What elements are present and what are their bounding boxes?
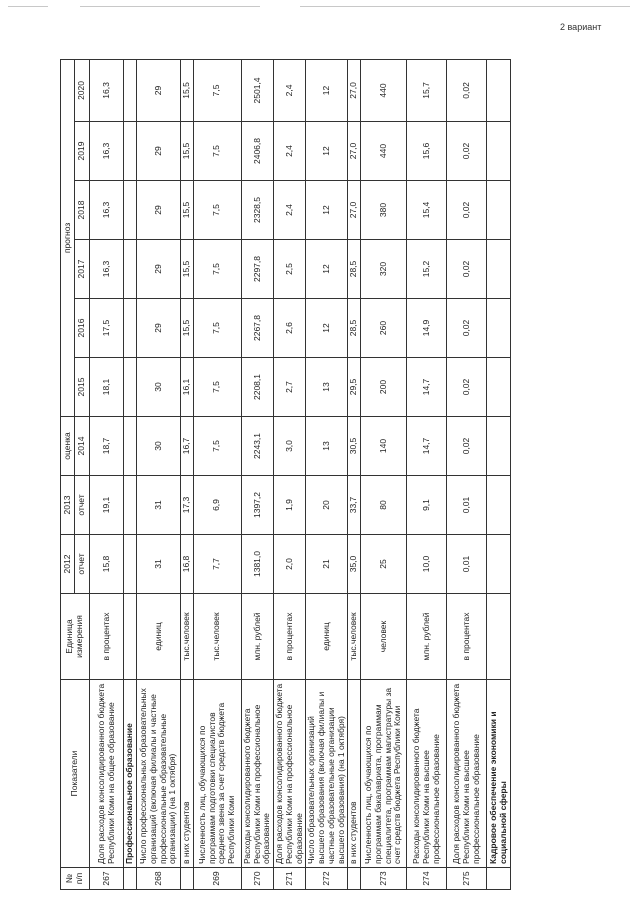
value-cell: 31: [137, 476, 181, 535]
empty-cell: [124, 181, 137, 240]
value-cell: 30,5: [348, 417, 361, 476]
indicator-cell: Доля расходов консолидированного бюджета Республики Коми на высшее профессиональное образование: [447, 680, 487, 868]
header-2013: 2013: [61, 476, 75, 535]
unit-cell: млн. рублей: [407, 594, 447, 680]
unit-cell: в процентах: [274, 594, 306, 680]
value-cell: 200: [361, 358, 407, 417]
empty-cell: [124, 476, 137, 535]
value-cell: 0,02: [447, 299, 487, 358]
indicator-cell: в них студентов: [348, 680, 361, 868]
value-cell: 10,0: [407, 535, 447, 594]
header-indicator: Показатели: [61, 680, 90, 868]
value-cell: 7,5: [193, 299, 241, 358]
value-cell: 12: [306, 181, 348, 240]
indicator-cell: в них студентов: [181, 680, 194, 868]
value-cell: 7,5: [193, 122, 241, 181]
table-row: [137, 59, 181, 889]
indicator-cell: Число профессиональных образовательных организаций (включая филиалы и частные профессиональные образовательные организации) (на 1 октября): [137, 680, 181, 868]
header-year-2016: 2016: [75, 299, 90, 358]
table-row: [487, 59, 511, 889]
value-cell: 29: [137, 240, 181, 299]
row-no-cell: [348, 868, 361, 890]
indicator-cell: Численность лиц, обучающихся по программам подготовки специалистов среднего звена за счет средств бюджета Республики Коми: [193, 680, 241, 868]
value-cell: 440: [361, 122, 407, 181]
row-no-cell: [181, 868, 194, 890]
table-row: [447, 59, 487, 889]
section-title: Профессиональное образование: [124, 680, 137, 868]
value-cell: 0,02: [447, 122, 487, 181]
value-cell: 0,02: [447, 59, 487, 121]
scan-edge-line: [80, 6, 260, 7]
value-cell: 9,1: [407, 476, 447, 535]
value-cell: 15,5: [181, 59, 194, 121]
value-cell: 0,01: [447, 476, 487, 535]
value-cell: 1,9: [274, 476, 306, 535]
empty-cell: [124, 122, 137, 181]
value-cell: 29: [137, 59, 181, 121]
value-cell: 140: [361, 417, 407, 476]
value-cell: 20: [306, 476, 348, 535]
variant-label: 2 вариант: [560, 22, 602, 32]
empty-cell: [124, 240, 137, 299]
row-no-cell: 272: [306, 868, 348, 890]
unit-cell: человек: [361, 594, 407, 680]
value-cell: 2406,8: [241, 122, 273, 181]
table-row: [181, 59, 194, 889]
value-cell: 15,5: [181, 122, 194, 181]
header-year-2020: 2020: [75, 59, 90, 121]
value-cell: 260: [361, 299, 407, 358]
value-cell: 7,5: [193, 358, 241, 417]
value-cell: 31: [137, 535, 181, 594]
value-cell: 16,1: [181, 358, 194, 417]
indicators-table: [60, 59, 511, 890]
value-cell: 12: [306, 59, 348, 121]
row-no-cell: 273: [361, 868, 407, 890]
row-no-cell: [487, 868, 511, 890]
value-cell: 16,3: [90, 122, 124, 181]
value-cell: 29: [137, 181, 181, 240]
value-cell: 2,6: [274, 299, 306, 358]
value-cell: 14,7: [407, 358, 447, 417]
value-cell: 7,5: [193, 181, 241, 240]
value-cell: 16,3: [90, 181, 124, 240]
value-cell: 33,7: [348, 476, 361, 535]
value-cell: 30: [137, 358, 181, 417]
value-cell: 15,8: [90, 535, 124, 594]
value-cell: 1397,2: [241, 476, 273, 535]
value-cell: 2,5: [274, 240, 306, 299]
value-cell: 13: [306, 417, 348, 476]
value-cell: 15,7: [407, 59, 447, 121]
value-cell: 3,0: [274, 417, 306, 476]
value-cell: 6,9: [193, 476, 241, 535]
value-cell: 2328,5: [241, 181, 273, 240]
value-cell: 2,0: [274, 535, 306, 594]
unit-cell: в процентах: [90, 594, 124, 680]
value-cell: 2,7: [274, 358, 306, 417]
indicator-cell: Расходы консолидированного бюджета Республики Коми на высшее профессиональное образование: [407, 680, 447, 868]
value-cell: 15,5: [181, 299, 194, 358]
empty-cell: [124, 535, 137, 594]
value-cell: 440: [361, 59, 407, 121]
indicator-cell: Доля расходов консолидированного бюджета Республики Коми на профессиональное образование: [274, 680, 306, 868]
value-cell: 0,02: [447, 181, 487, 240]
scan-edge-line: [8, 6, 48, 7]
value-cell: 320: [361, 240, 407, 299]
value-cell: 17,5: [90, 299, 124, 358]
empty-cell: [487, 594, 511, 680]
empty-cell: [487, 122, 511, 181]
value-cell: 16,8: [181, 535, 194, 594]
empty-cell: [487, 59, 511, 121]
table-row: [193, 59, 241, 889]
indicator-cell: Число образовательных организаций высшего образования (включая филиалы и частные образовательные организации высшего образования) (на 1 октября): [306, 680, 348, 868]
empty-cell: [487, 535, 511, 594]
header-no: № п/п: [61, 868, 90, 890]
header-2012-sub: отчет: [75, 535, 90, 594]
rotated-table-wrapper: [60, 60, 570, 890]
value-cell: 2297,8: [241, 240, 273, 299]
header-year-2018: 2018: [75, 181, 90, 240]
value-cell: 28,5: [348, 240, 361, 299]
empty-cell: [124, 299, 137, 358]
unit-cell: тыс.человек: [348, 594, 361, 680]
value-cell: 7,5: [193, 59, 241, 121]
value-cell: 380: [361, 181, 407, 240]
value-cell: 16,3: [90, 59, 124, 121]
empty-cell: [124, 358, 137, 417]
value-cell: 0,02: [447, 240, 487, 299]
value-cell: 29: [137, 299, 181, 358]
table-row: [241, 59, 273, 889]
value-cell: 2,4: [274, 59, 306, 121]
table-body: [90, 59, 511, 889]
value-cell: 13: [306, 358, 348, 417]
row-no-cell: 270: [241, 868, 273, 890]
table-row: [274, 59, 306, 889]
row-no-cell: 275: [447, 868, 487, 890]
table-row: [306, 59, 348, 889]
value-cell: 7,7: [193, 535, 241, 594]
value-cell: 2243,1: [241, 417, 273, 476]
value-cell: 12: [306, 299, 348, 358]
value-cell: 27,0: [348, 59, 361, 121]
value-cell: 7,5: [193, 240, 241, 299]
header-unit: Единица измерения: [61, 594, 90, 680]
empty-cell: [124, 59, 137, 121]
value-cell: 16,7: [181, 417, 194, 476]
value-cell: 35,0: [348, 535, 361, 594]
unit-cell: млн. рублей: [241, 594, 273, 680]
indicator-cell: Численность лиц, обучающихся по программам бакалавриата, программам специалитета, программам магистратуры за счет средств бюджета Республики Коми: [361, 680, 407, 868]
value-cell: 2,4: [274, 181, 306, 240]
header-year-2019: 2019: [75, 122, 90, 181]
unit-cell: единиц: [306, 594, 348, 680]
table-row: [348, 59, 361, 889]
unit-cell: единиц: [137, 594, 181, 680]
value-cell: 28,5: [348, 299, 361, 358]
header-forecast-group: прогноз: [61, 59, 75, 416]
unit-cell: тыс.человек: [181, 594, 194, 680]
value-cell: 16,3: [90, 240, 124, 299]
unit-cell: в процентах: [447, 594, 487, 680]
empty-cell: [487, 181, 511, 240]
value-cell: 29,5: [348, 358, 361, 417]
empty-cell: [124, 417, 137, 476]
value-cell: 30: [137, 417, 181, 476]
value-cell: 15,4: [407, 181, 447, 240]
value-cell: 15,2: [407, 240, 447, 299]
value-cell: 0,02: [447, 358, 487, 417]
value-cell: 2267,8: [241, 299, 273, 358]
row-no-cell: [124, 868, 137, 890]
table-row: [124, 59, 137, 889]
value-cell: 2,4: [274, 122, 306, 181]
value-cell: 0,01: [447, 535, 487, 594]
value-cell: 14,9: [407, 299, 447, 358]
value-cell: 27,0: [348, 181, 361, 240]
row-no-cell: 267: [90, 868, 124, 890]
scan-edge-line: [300, 6, 630, 7]
row-no-cell: 269: [193, 868, 241, 890]
value-cell: 25: [361, 535, 407, 594]
value-cell: 2501,4: [241, 59, 273, 121]
table-row: [361, 59, 407, 889]
unit-cell: тыс.человек: [193, 594, 241, 680]
empty-cell: [487, 417, 511, 476]
row-no-cell: 268: [137, 868, 181, 890]
empty-cell: [487, 240, 511, 299]
value-cell: 18,7: [90, 417, 124, 476]
value-cell: 0,02: [447, 417, 487, 476]
value-cell: 21: [306, 535, 348, 594]
value-cell: 80: [361, 476, 407, 535]
indicator-cell: Расходы консолидированного бюджета Республики Коми на профессиональное образование: [241, 680, 273, 868]
value-cell: 12: [306, 122, 348, 181]
value-cell: 15,5: [181, 240, 194, 299]
empty-cell: [124, 594, 137, 680]
section-title: Кадровое обеспечение экономики и социальной сферы: [487, 680, 511, 868]
empty-cell: [487, 358, 511, 417]
row-no-cell: 271: [274, 868, 306, 890]
empty-cell: [487, 299, 511, 358]
table-row: [90, 59, 124, 889]
header-estimate-group: оценка: [61, 417, 75, 476]
value-cell: 15,5: [181, 181, 194, 240]
value-cell: 18,1: [90, 358, 124, 417]
value-cell: 7,5: [193, 417, 241, 476]
value-cell: 27,0: [348, 122, 361, 181]
header-year-2015: 2015: [75, 358, 90, 417]
header-2012: 2012: [61, 535, 75, 594]
row-no-cell: 274: [407, 868, 447, 890]
value-cell: 14,7: [407, 417, 447, 476]
value-cell: 12: [306, 240, 348, 299]
value-cell: 2208,1: [241, 358, 273, 417]
header-2013-sub: отчет: [75, 476, 90, 535]
value-cell: 17,3: [181, 476, 194, 535]
value-cell: 19,1: [90, 476, 124, 535]
header-2014: 2014: [75, 417, 90, 476]
table-row: [407, 59, 447, 889]
indicator-cell: Доля расходов консолидированного бюджета Республики Коми на общее образование: [90, 680, 124, 868]
empty-cell: [487, 476, 511, 535]
header-year-2017: 2017: [75, 240, 90, 299]
rotated-table-area: [60, 60, 570, 890]
value-cell: 29: [137, 122, 181, 181]
value-cell: 15,6: [407, 122, 447, 181]
value-cell: 1381,0: [241, 535, 273, 594]
